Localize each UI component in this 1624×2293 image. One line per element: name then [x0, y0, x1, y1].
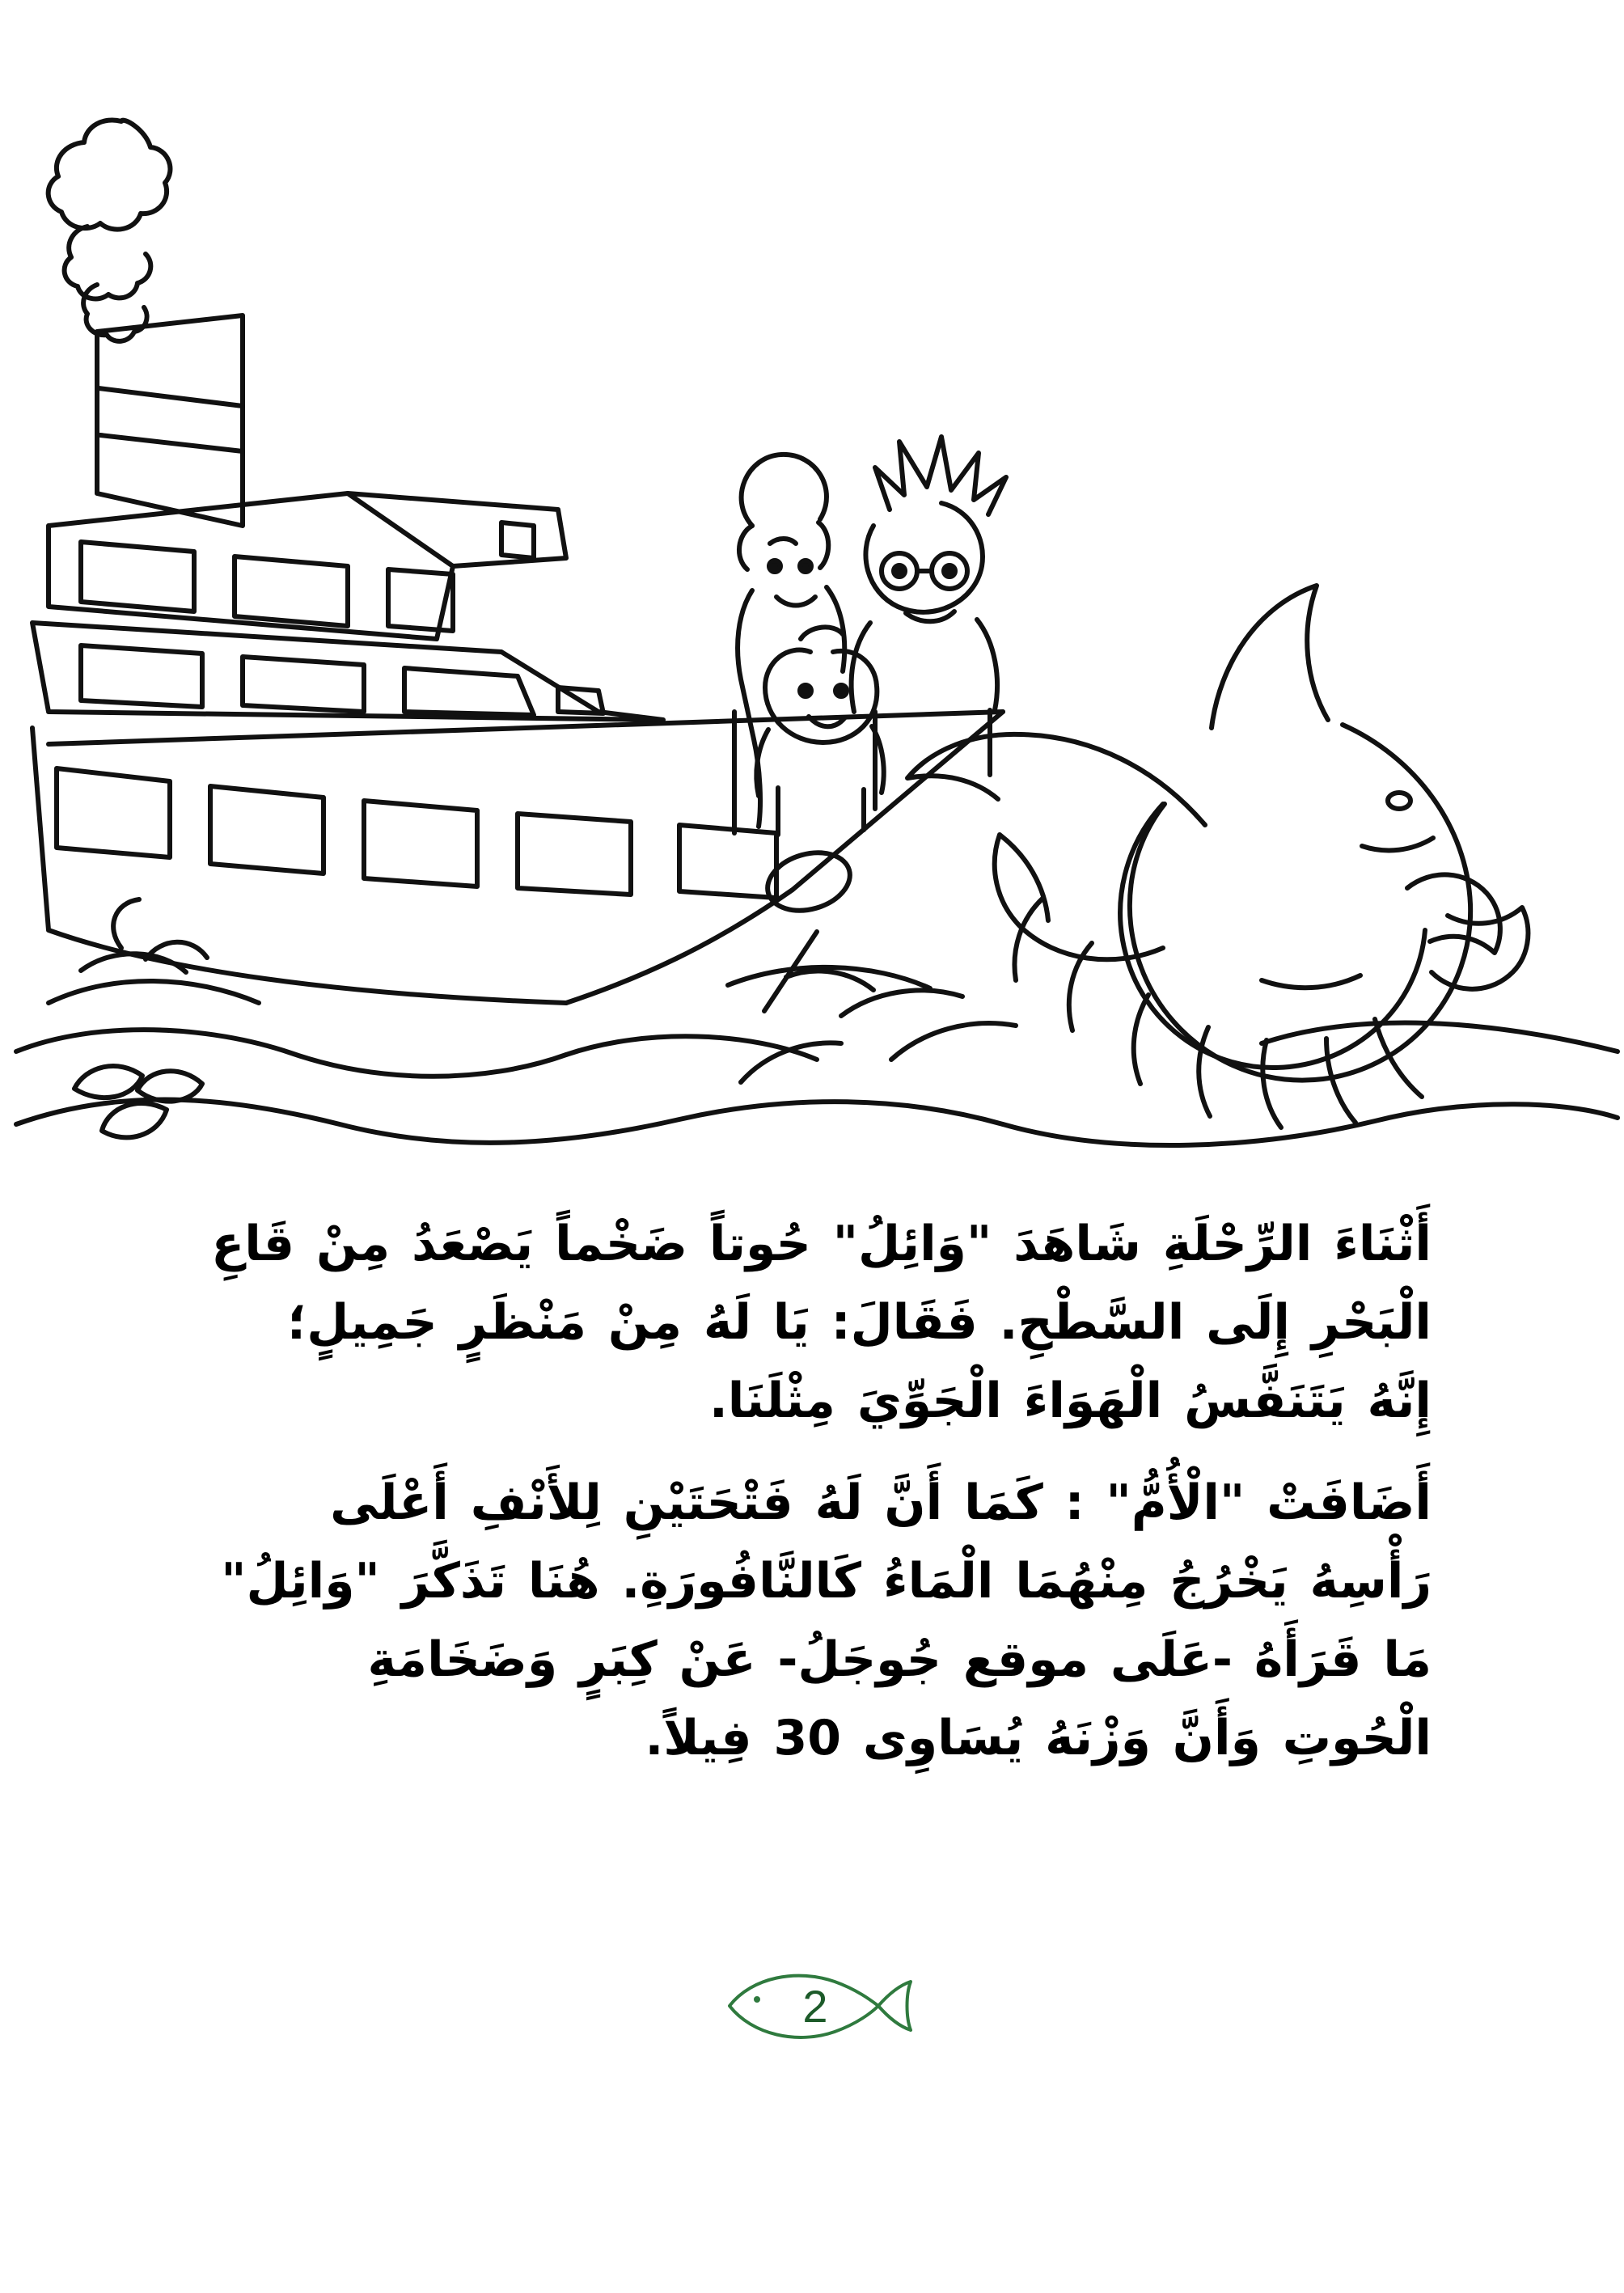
page-number-marker: [707, 1949, 917, 2062]
illustration-ship-and-whale: [0, 73, 1624, 1189]
smoke-icon: [49, 120, 171, 341]
whale: [741, 586, 1528, 1127]
story-paragraph: أَثْنَاءَ الرِّحْلَةِ شَاهَدَ "وَائِلُ" حُوتاً ضَخْماً يَصْعَدُ مِنْ قَاعِ الْبَحْرِ إِلَى السَّطْحِ. فَقَالَ: يَا لَهُ مِنْ مَنْظَرٍ جَمِيلٍ؛ إِنَّهُ يَتَنَفَّسُ الْهَوَاءَ الْجَوِّيَ مِثْلَنَا.: [211, 1216, 1432, 1430]
page-number: 2: [802, 1980, 828, 2032]
ship-bridge: [49, 493, 566, 639]
children-at-rail: [734, 437, 1006, 835]
story-paragraph: أَضَافَتْ "الْأُمُّ" : كَمَا أَنَّ لَهُ فَتْحَتَيْنِ لِلأَنْفِ أَعْلَى رَأْسِهُ يَخْرُجُ مِنْهُمَا الْمَاءُ كَالنَّافُورَةِ. هُنَا تَذَكَّرَ "وَائِلُ" مَا قَرَأَهُ -عَلَى موقع جُوجَلُ- عَنْ كِبَرٍ وَضَخَامَةِ الْحُوتِ وَأَنَّ وَزْنَهُ يُسَاوِى 30 فِيلاً.: [221, 1474, 1432, 1767]
story-text: [202, 1205, 1432, 1783]
ship-funnel: [97, 315, 243, 526]
ship-mid-deck: [32, 623, 663, 720]
